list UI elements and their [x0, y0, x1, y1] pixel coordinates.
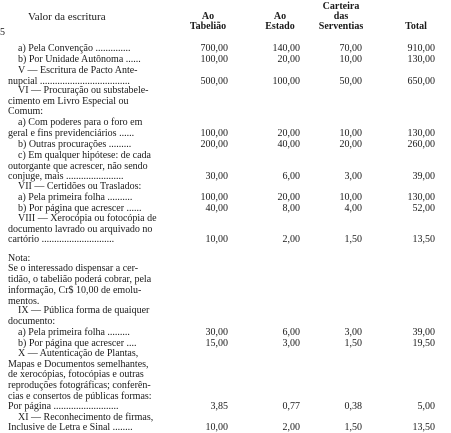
- value-estado: 6,00: [282, 327, 300, 338]
- value-total: 13,50: [412, 234, 435, 245]
- value-estado: 8,00: [282, 203, 300, 214]
- table-row: [0, 54, 451, 65]
- value-serventias: 20,00: [339, 139, 362, 150]
- value-estado: 3,00: [282, 338, 300, 349]
- row-text: conjuge, mais .......................: [8, 171, 124, 182]
- table-row: [0, 316, 451, 327]
- row-text: a) Com poderes para o foro em: [18, 117, 143, 128]
- value-estado: 20,00: [277, 128, 300, 139]
- header-tabeliao: [186, 12, 230, 32]
- value-total: 130,00: [407, 54, 435, 65]
- value-serventias: 3,00: [344, 327, 362, 338]
- row-text: VII — Certidões ou Traslados:: [18, 181, 142, 192]
- value-serventias: 1,50: [344, 338, 362, 349]
- value-tabeliao: 100,00: [200, 128, 228, 139]
- table-row: [0, 85, 451, 96]
- value-serventias: 10,00: [339, 128, 362, 139]
- table-row: [0, 274, 451, 285]
- header-estado-line1: Ao: [273, 11, 287, 22]
- value-tabeliao: 100,00: [200, 54, 228, 65]
- row-text: IX — Pública forma de quaiquer: [18, 305, 150, 316]
- value-total: 13,50: [412, 422, 435, 433]
- value-serventias: 4,00: [344, 203, 362, 214]
- value-tabeliao: 15,00: [205, 338, 228, 349]
- table-row: [0, 117, 451, 128]
- row-text: c) Em qualquer hipótese: de cada: [18, 150, 151, 161]
- table-row: [0, 348, 451, 359]
- value-serventias: 10,00: [339, 192, 362, 203]
- row-text: mentos.: [8, 296, 40, 307]
- row-text: Mapas e Documentos semelhantes,: [8, 359, 149, 370]
- value-total: 39,00: [412, 171, 435, 182]
- table-row: [0, 65, 451, 76]
- row-text: Por página ..........................: [8, 401, 119, 412]
- value-serventias: 10,00: [339, 54, 362, 65]
- row-text: XI — Reconhecimento de firmas,: [18, 412, 154, 423]
- table-row: [0, 422, 451, 433]
- value-estado: 2,00: [282, 422, 300, 433]
- value-serventias: 1,50: [344, 422, 362, 433]
- value-estado: 40,00: [277, 139, 300, 150]
- header-carteira: [312, 2, 370, 32]
- value-serventias: 0,38: [344, 401, 362, 412]
- value-tabeliao: 100,00: [200, 192, 228, 203]
- row-text: a) Pela primeira folha .........: [18, 327, 130, 338]
- row-text: Se o interessado dispensar a cer-: [8, 263, 139, 274]
- row-text: documento:: [8, 316, 56, 327]
- value-serventias: 1,50: [344, 234, 362, 245]
- row-text: Nota:: [8, 253, 31, 264]
- header-description: Valor da escritura: [28, 11, 106, 23]
- row-text: VI — Procuração ou substabele-: [18, 85, 149, 96]
- value-total: 260,00: [407, 139, 435, 150]
- value-tabeliao: 700,00: [200, 43, 228, 54]
- value-tabeliao: 500,00: [200, 76, 228, 87]
- row-text: Inclusive de Letra e Sinal ........: [8, 422, 133, 433]
- value-total: 130,00: [407, 192, 435, 203]
- value-tabeliao: 200,00: [200, 139, 228, 150]
- value-serventias: 3,00: [344, 171, 362, 182]
- row-text: informação, Cr$ 10,00 de emolu-: [8, 285, 142, 296]
- table-row: [0, 213, 451, 224]
- value-serventias: 70,00: [339, 43, 362, 54]
- row-text: VIII — Xerocópia ou fotocópia de: [18, 213, 157, 224]
- row-text: outorgante que acrescer, não sendo: [8, 161, 148, 172]
- value-estado: 140,00: [272, 43, 300, 54]
- value-tabeliao: 30,00: [205, 327, 228, 338]
- value-estado: 20,00: [277, 54, 300, 65]
- header-total: Total: [405, 21, 427, 32]
- value-tabeliao: 30,00: [205, 171, 228, 182]
- value-tabeliao: 40,00: [205, 203, 228, 214]
- table-row: [0, 234, 451, 245]
- header-carteira-line3: Serventias: [318, 21, 364, 32]
- table-row: [0, 106, 451, 117]
- row-text: documento lavrado ou arquivado no: [8, 224, 153, 235]
- value-estado: 2,00: [282, 234, 300, 245]
- header-carteira-line2: das: [333, 11, 349, 22]
- value-tabeliao: 10,00: [205, 234, 228, 245]
- header-estado: [258, 12, 302, 32]
- table-row: [0, 305, 451, 316]
- row-text: b) Por página que acrescer ....: [18, 338, 137, 349]
- row-text: X — Autenticação de Plantas,: [18, 348, 139, 359]
- value-total: 130,00: [407, 128, 435, 139]
- table-row: [0, 181, 451, 192]
- value-serventias: 50,00: [339, 76, 362, 87]
- table-row: [0, 369, 451, 380]
- value-total: 650,00: [407, 76, 435, 87]
- table-row: [0, 128, 451, 139]
- value-estado: 20,00: [277, 192, 300, 203]
- row-text: b) Por página que acrescer ......: [18, 203, 142, 214]
- value-total: 19,50: [412, 338, 435, 349]
- row-text: nupcial ....................................: [8, 76, 130, 87]
- value-estado: 6,00: [282, 171, 300, 182]
- value-estado: 100,00: [272, 76, 300, 87]
- row-text: cimento em Livro Especial ou: [8, 96, 129, 107]
- header-carteira-line1: Carteira: [322, 1, 360, 12]
- row-text: b) Outras procurações .........: [18, 139, 132, 150]
- value-tabeliao: 10,00: [205, 422, 228, 433]
- row-text: cartório .............................: [8, 234, 115, 245]
- table-row: [0, 192, 451, 203]
- value-total: 39,00: [412, 327, 435, 338]
- table-row: [0, 380, 451, 391]
- row-text: tidão, o tabelião poderá cobrar, pela: [8, 274, 152, 285]
- table-row: [0, 150, 451, 161]
- header-tabeliao-line1: Ao: [201, 11, 215, 22]
- value-total: 52,00: [412, 203, 435, 214]
- row-text: a) Pela primeira folha ..........: [18, 192, 133, 203]
- row-text: geral e fins previdenciários ......: [8, 128, 135, 139]
- header-tabeliao-line2: Tabelião: [189, 21, 227, 32]
- table-row: [0, 263, 451, 274]
- row-text: cias e consertos de públicas formas:: [8, 391, 152, 402]
- table-row: [0, 285, 451, 296]
- header-estado-line2: Estado: [265, 21, 295, 32]
- row-text: a) Pela Convenção ..............: [18, 43, 131, 54]
- value-estado: 0,77: [282, 401, 300, 412]
- table-row: [0, 327, 451, 338]
- value-total: 910,00: [407, 43, 435, 54]
- row-text: Comum:: [8, 106, 44, 117]
- table-row: [0, 401, 451, 412]
- row-text: de xerocópias, fotocópias e outras: [8, 369, 144, 380]
- table-row: [0, 43, 451, 54]
- row-text: reproduções fotográficas; conferên-: [8, 380, 151, 391]
- margin-mark: 5: [0, 27, 5, 38]
- row-text: b) Por Unidade Autônoma ......: [18, 54, 141, 65]
- row-text: V — Escritura de Pacto Ante-: [18, 65, 138, 76]
- value-total: 5,00: [417, 401, 435, 412]
- value-tabeliao: 3,85: [210, 401, 228, 412]
- table-row: [0, 139, 451, 150]
